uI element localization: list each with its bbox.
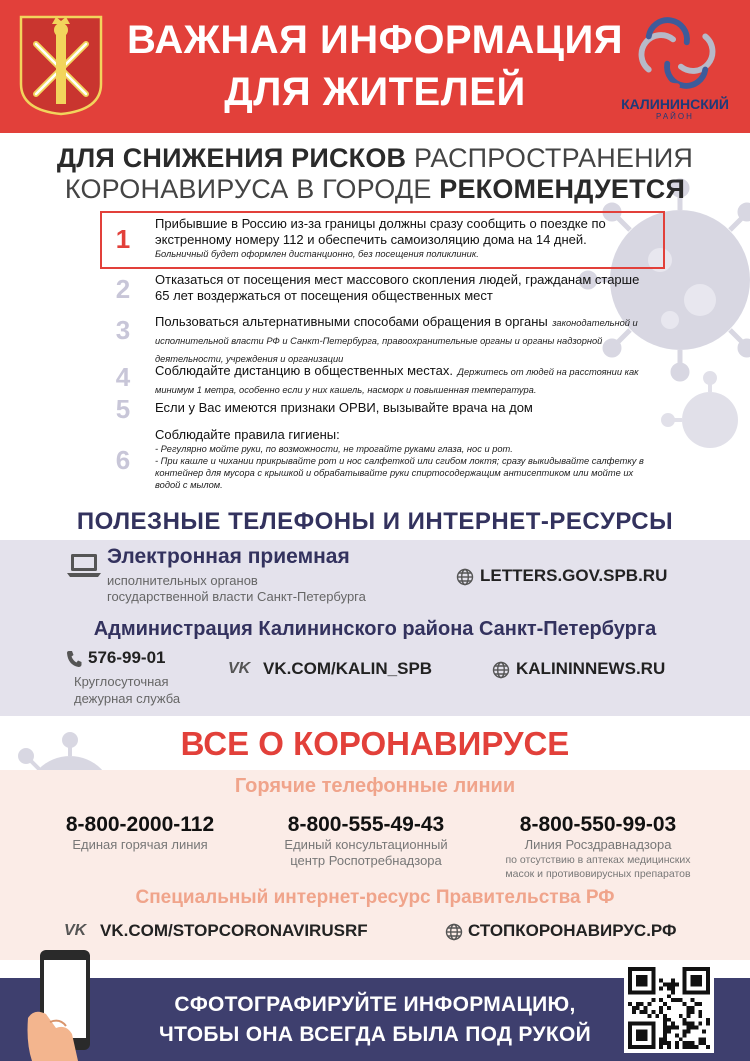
hotline-desc: Единая горячая линия (72, 837, 208, 852)
item-number: 4 (115, 362, 131, 392)
stopcorona-site-link[interactable]: СТОПКОРОНАВИРУС.РФ (468, 921, 677, 940)
e-reception-title: Электронная приемная (107, 545, 350, 568)
vk-icon: VK (228, 660, 251, 677)
hotline-number[interactable]: 8-800-550-99-03 (519, 813, 677, 836)
laptop-icon (66, 552, 102, 578)
item-text: Пользоваться альтернативными способами обращения в органы (155, 314, 548, 329)
globe-icon (492, 661, 510, 679)
recommendations-heading-line-1: ДЛЯ СНИЖЕНИЯ РИСКОВ РАСПРОСТРАНЕНИЯ (56, 143, 694, 173)
hotline-desc: по отсутствию в аптеках медицинских (505, 854, 691, 866)
kalininnews-link[interactable]: KALININNEWS.RU (516, 659, 666, 678)
list-item (115, 313, 645, 367)
hotlines-heading: Горячие телефонные линии (234, 775, 516, 797)
duty-label-1: Круглосуточная (74, 674, 169, 689)
item-text: Соблюдайте правила гигиены: (155, 427, 340, 442)
list-item (115, 362, 645, 398)
hotline-number[interactable]: 8-800-555-49-43 (287, 813, 445, 836)
globe-icon (456, 568, 474, 586)
hotline-desc: центр Роспотребнадзора (290, 853, 442, 868)
item-note: Больничный будет оформлен дистанционно, без посещения поликлиник. (155, 249, 479, 259)
phone-icon (66, 650, 82, 668)
hotline-desc: Линия Росздравнадзора (524, 837, 672, 852)
title-line-2: ДЛЯ ЖИТЕЛЕЙ (224, 70, 526, 114)
district-sub: РАЙОН (656, 112, 694, 121)
item-note: законодательной и исполнительной власти РФ и Санкт-Петербурга, правоохранительные органы и органы надзорной деятельности, учреждения и организации (155, 318, 638, 364)
hotline-number[interactable]: 8-800-2000-112 (65, 813, 215, 836)
item-note: Держитесь от людей на расстоянии как минимум 1 метра, особенно если у них кашель, насморк и повышенная температура. (155, 367, 639, 395)
item-text: Соблюдайте дистанцию в общественных местах. (155, 363, 453, 378)
qr-code[interactable] (624, 963, 714, 1053)
district-name: КАЛИНИНСКИЙ (621, 96, 729, 112)
recommendations-heading-line-2: КОРОНАВИРУСА В ГОРОДЕ РЕКОМЕНДУЕТСЯ (64, 174, 686, 204)
qr-code-icon (628, 967, 710, 1049)
e-reception-sub-1: исполнительных органов (107, 573, 258, 588)
item-note: - Регулярно мойте руки, по возможности, не трогайте руками глаза, нос и рот. (155, 444, 513, 454)
item-number: 1 (115, 224, 131, 254)
list-item (115, 427, 645, 491)
admin-heading: Администрация Калининского района Санкт-Петербурга (93, 618, 657, 640)
letters-link[interactable]: LETTERS.GOV.SPB.RU (480, 566, 668, 585)
special-resource-heading: Специальный интернет-ресурс Правительства РФ (135, 887, 615, 908)
item-text: Отказаться от посещения мест массового скопления людей, гражданам старше 65 лет воздержаться от посещения общественных мест (155, 272, 640, 303)
item-note: - При кашле и чихании прикрывайте рот и нос салфеткой или сгибом локтя; сразу выкидывайте салфетку в контейнер для мусора с крышкой и обрабатывайте руки спиртосодержащим антисептиком или мойте их водой с мылом. (155, 456, 644, 490)
title-line-1: ВАЖНАЯ ИНФОРМАЦИЯ (126, 18, 624, 62)
footer-line-2: ЧТОБЫ ОНА ВСЕГДА БЫЛА ПОД РУКОЙ (159, 1023, 591, 1046)
useful-resources-heading: ПОЛЕЗНЫЕ ТЕЛЕФОНЫ И ИНТЕРНЕТ-РЕСУРСЫ (76, 508, 674, 535)
list-item (115, 216, 645, 260)
duty-phone[interactable]: 576-99-01 (88, 648, 166, 667)
footer-line-1: СФОТОГРАФИРУЙТЕ ИНФОРМАЦИЮ, (174, 993, 576, 1016)
hotline-desc: Единый консультационный (284, 837, 448, 852)
hotline-desc: масок и противовирусных препаратов (505, 868, 691, 880)
item-text: Прибывшие в Россию из-за границы должны сразу сообщить о поездке по экстренному номеру 112 и обеспечить самоизоляцию дома на 14 дней. (155, 216, 606, 247)
spb-coat-of-arms-icon (18, 14, 104, 116)
item-number: 2 (115, 274, 131, 304)
item-number: 5 (115, 394, 131, 424)
e-reception-sub-2: государственной власти Санкт-Петербурга (107, 589, 366, 604)
list-item (115, 272, 645, 304)
item-number: 3 (115, 315, 131, 345)
vk-kalin-link[interactable]: VK.COM/KALIN_SPB (263, 659, 433, 678)
duty-label-2: дежурная служба (74, 691, 181, 706)
vk-icon: VK (64, 922, 87, 939)
list-item (115, 394, 645, 424)
kalininsky-district-logo-icon (638, 14, 716, 92)
item-number: 6 (115, 445, 131, 475)
globe-icon (445, 923, 463, 941)
corona-heading: ВСЕ О КОРОНАВИРУСЕ (180, 725, 570, 762)
phone-in-hand-icon (26, 948, 106, 1061)
vk-stopcorona-link[interactable]: VK.COM/STOPCORONAVIRUSRF (100, 921, 368, 940)
item-text: Если у Вас имеются признаки ОРВИ, вызывайте врача на дом (155, 400, 533, 415)
